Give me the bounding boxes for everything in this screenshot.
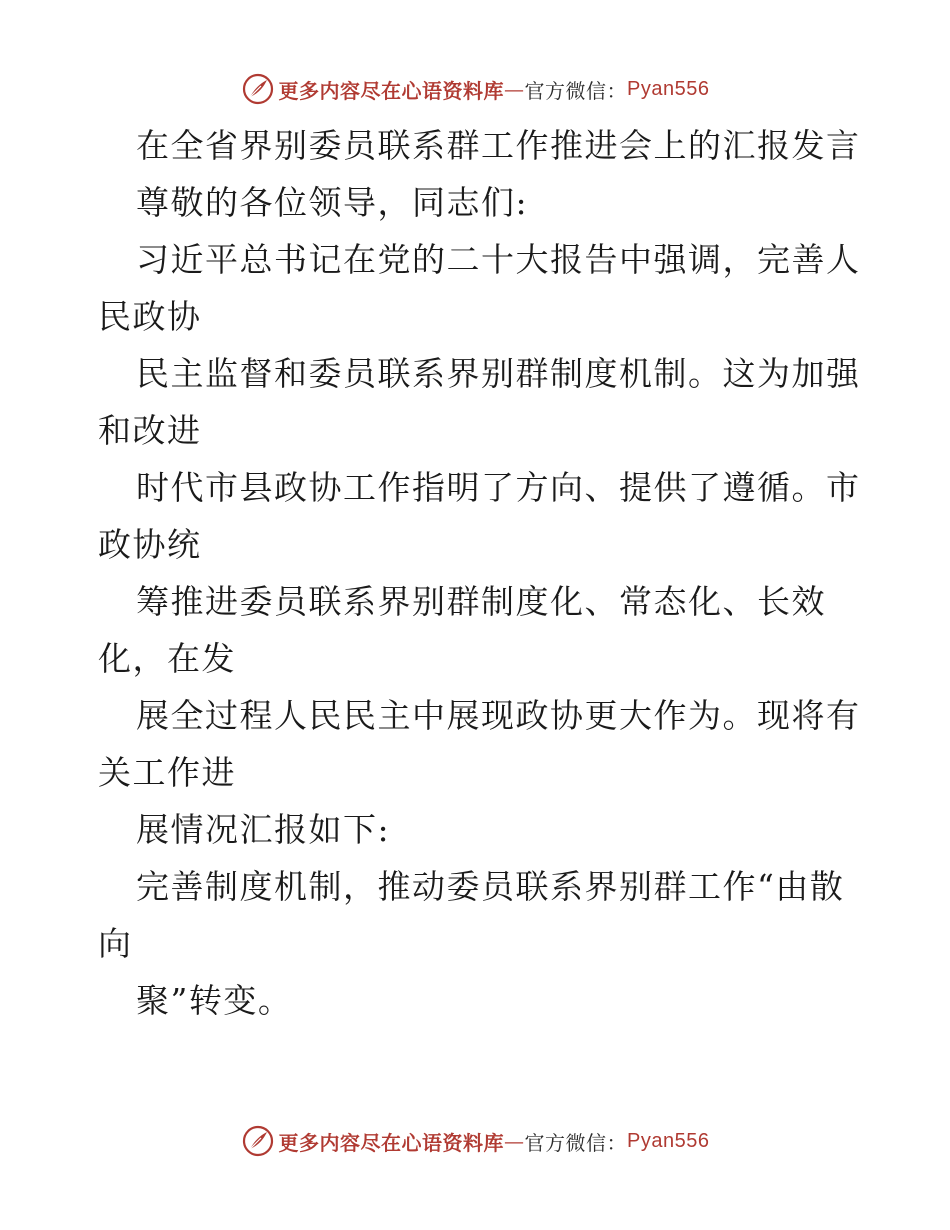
doc-line: 民政协 — [98, 297, 202, 336]
doc-line: 民主监督和委员联系界别群制度机制。这为加强 — [136, 354, 861, 393]
brand-name: 更多内容尽在心语资料库 — [278, 78, 505, 103]
doc-line: 化，在发 — [98, 639, 236, 678]
doc-line: 向 — [98, 924, 133, 963]
doc-line: 聚”转变。 — [136, 981, 293, 1020]
feather-quill-logo-icon — [241, 72, 275, 106]
doc-line: 尊敬的各位领导，同志们: — [136, 183, 529, 222]
footer-banner — [0, 1124, 950, 1158]
feather-quill-logo-icon — [241, 1124, 275, 1158]
wechat-label: 官方微信： — [524, 78, 628, 103]
doc-line: 展全过程人民民主中展现政协更大作为。现将有 — [136, 696, 861, 735]
separator-dash: — — [504, 1129, 525, 1153]
doc-line: 完善制度机制，推动委员联系界别群工作“由散 — [136, 867, 845, 906]
doc-line: 在全省界别委员联系群工作推进会上的汇报发言 — [136, 126, 861, 165]
brand-name: 更多内容尽在心语资料库 — [278, 1130, 505, 1155]
wechat-id: Pyan556 — [627, 77, 710, 100]
doc-line: 和改进 — [98, 411, 202, 450]
doc-line: 时代市县政协工作指明了方向、提供了遵循。市 — [136, 468, 861, 507]
wechat-label: 官方微信： — [524, 1130, 628, 1155]
doc-line: 关工作进 — [98, 753, 236, 792]
doc-line: 习近平总书记在党的二十大报告中强调，完善人 — [136, 240, 861, 279]
doc-line: 筹推进委员联系界别群制度化、常态化、长效 — [136, 582, 826, 621]
document-body — [98, 118, 888, 1030]
separator-dash: — — [504, 77, 525, 101]
wechat-id: Pyan556 — [627, 1129, 710, 1152]
doc-line: 政协统 — [98, 525, 202, 564]
header-banner — [0, 72, 950, 106]
doc-line: 展情况汇报如下: — [136, 810, 391, 849]
